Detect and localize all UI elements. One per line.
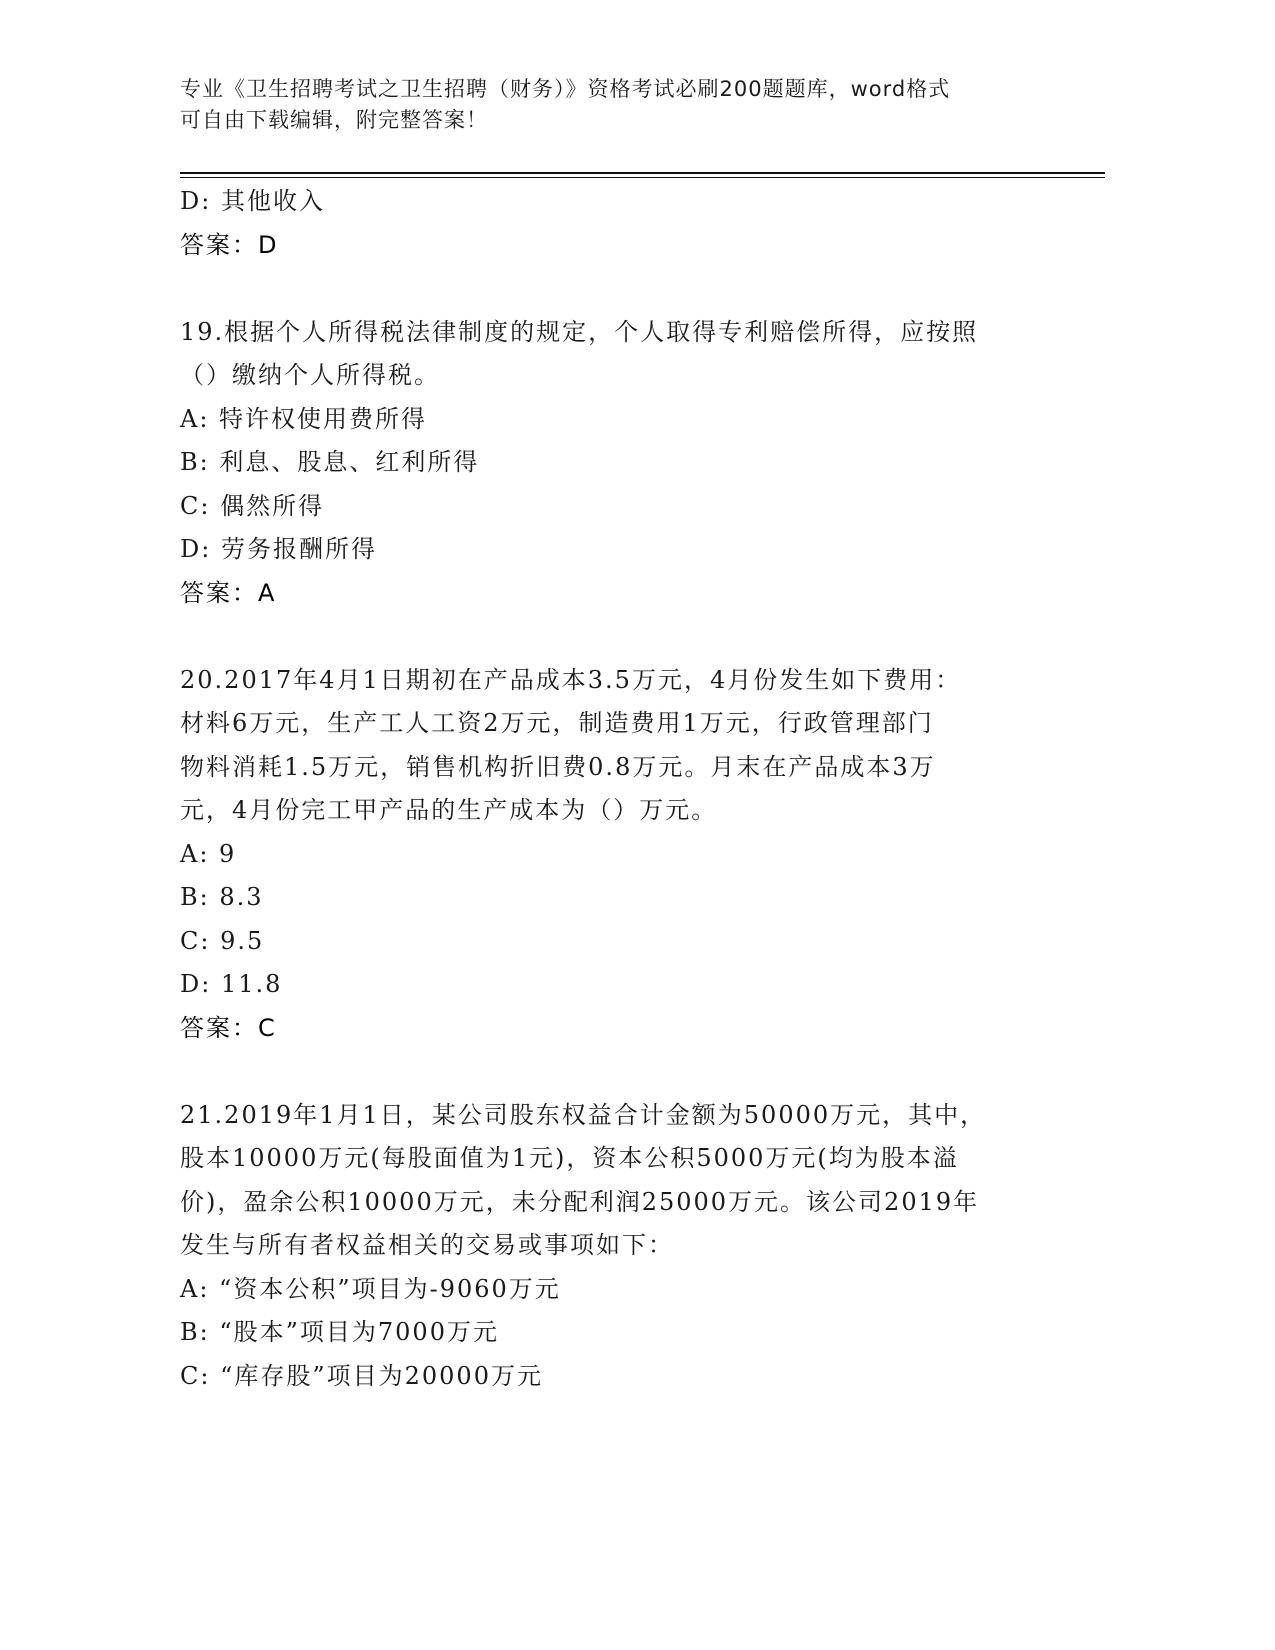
question-19 (180, 311, 1050, 616)
header-line-2: 可自由下载编辑，附完整答案！ (180, 108, 488, 132)
header-rule-thick (180, 172, 1105, 174)
question-text-line: 发生与所有者权益相关的交易或事项如下： (180, 1231, 674, 1259)
question-text-line: 股本10000万元(每股面值为1元)，资本公积5000万元(均为股本溢 (180, 1144, 959, 1172)
option-a: A: “资本公积”项目为-9060万元 (180, 1274, 561, 1303)
document-body (180, 180, 1050, 1398)
document-header (180, 74, 1060, 136)
question-text-line: 价)，盈余公积10000万元，未分配利润25000万元。该公司2019年 (180, 1187, 980, 1216)
spacer (180, 1050, 1050, 1094)
option-c: C: 9.5 (180, 926, 265, 955)
header-line-1: 专业《卫生招聘考试之卫生招聘（财务）》资格考试必刷200题题库，word格式 (180, 77, 951, 101)
question-text-line: 物料消耗1.5万元，销售机构折旧费0.8万元。月末在产品成本3万 (180, 752, 936, 781)
question-21 (180, 1094, 1050, 1399)
option-a: A: 特许权使用费所得 (180, 404, 428, 433)
prev-question-block (180, 180, 1050, 267)
question-text-line: 材料6万元，生产工人工资2万元，制造费用1万元，行政管理部门 (180, 709, 934, 737)
answer-line: 答案：A (180, 578, 277, 607)
option-b: B: 利息、股息、红利所得 (180, 448, 480, 476)
question-20 (180, 659, 1050, 1051)
option-b: B: 8.3 (180, 883, 264, 911)
option-d: D: 劳务报酬所得 (180, 535, 377, 563)
question-text-line: 19.根据个人所得税法律制度的规定，个人取得专利赔偿所得，应按照 (180, 317, 979, 346)
answer-line: 答案：D (180, 230, 279, 259)
option-a: A: 9 (180, 839, 237, 868)
answer-line: 答案：C (180, 1013, 277, 1042)
option-c: C: 偶然所得 (180, 491, 325, 520)
option-d: D: 11.8 (180, 970, 283, 998)
question-text-line: 21.2019年1月1日，某公司股东权益合计金额为50000万元，其中， (180, 1100, 987, 1129)
spacer (180, 267, 1050, 311)
option-c: C: “库存股”项目为20000万元 (180, 1361, 543, 1390)
question-text-line: 元，4月份完工甲产品的生产成本为（）万元。 (180, 796, 718, 824)
question-text-line: （）缴纳个人所得税。 (180, 361, 440, 389)
header-rule-thin (180, 177, 1105, 178)
spacer (180, 615, 1050, 659)
option-b: B: “股本”项目为7000万元 (180, 1318, 499, 1346)
option-d: D: 其他收入 (180, 187, 325, 215)
question-text-line: 20.2017年4月1日期初在产品成本3.5万元，4月份发生如下费用： (180, 665, 962, 694)
